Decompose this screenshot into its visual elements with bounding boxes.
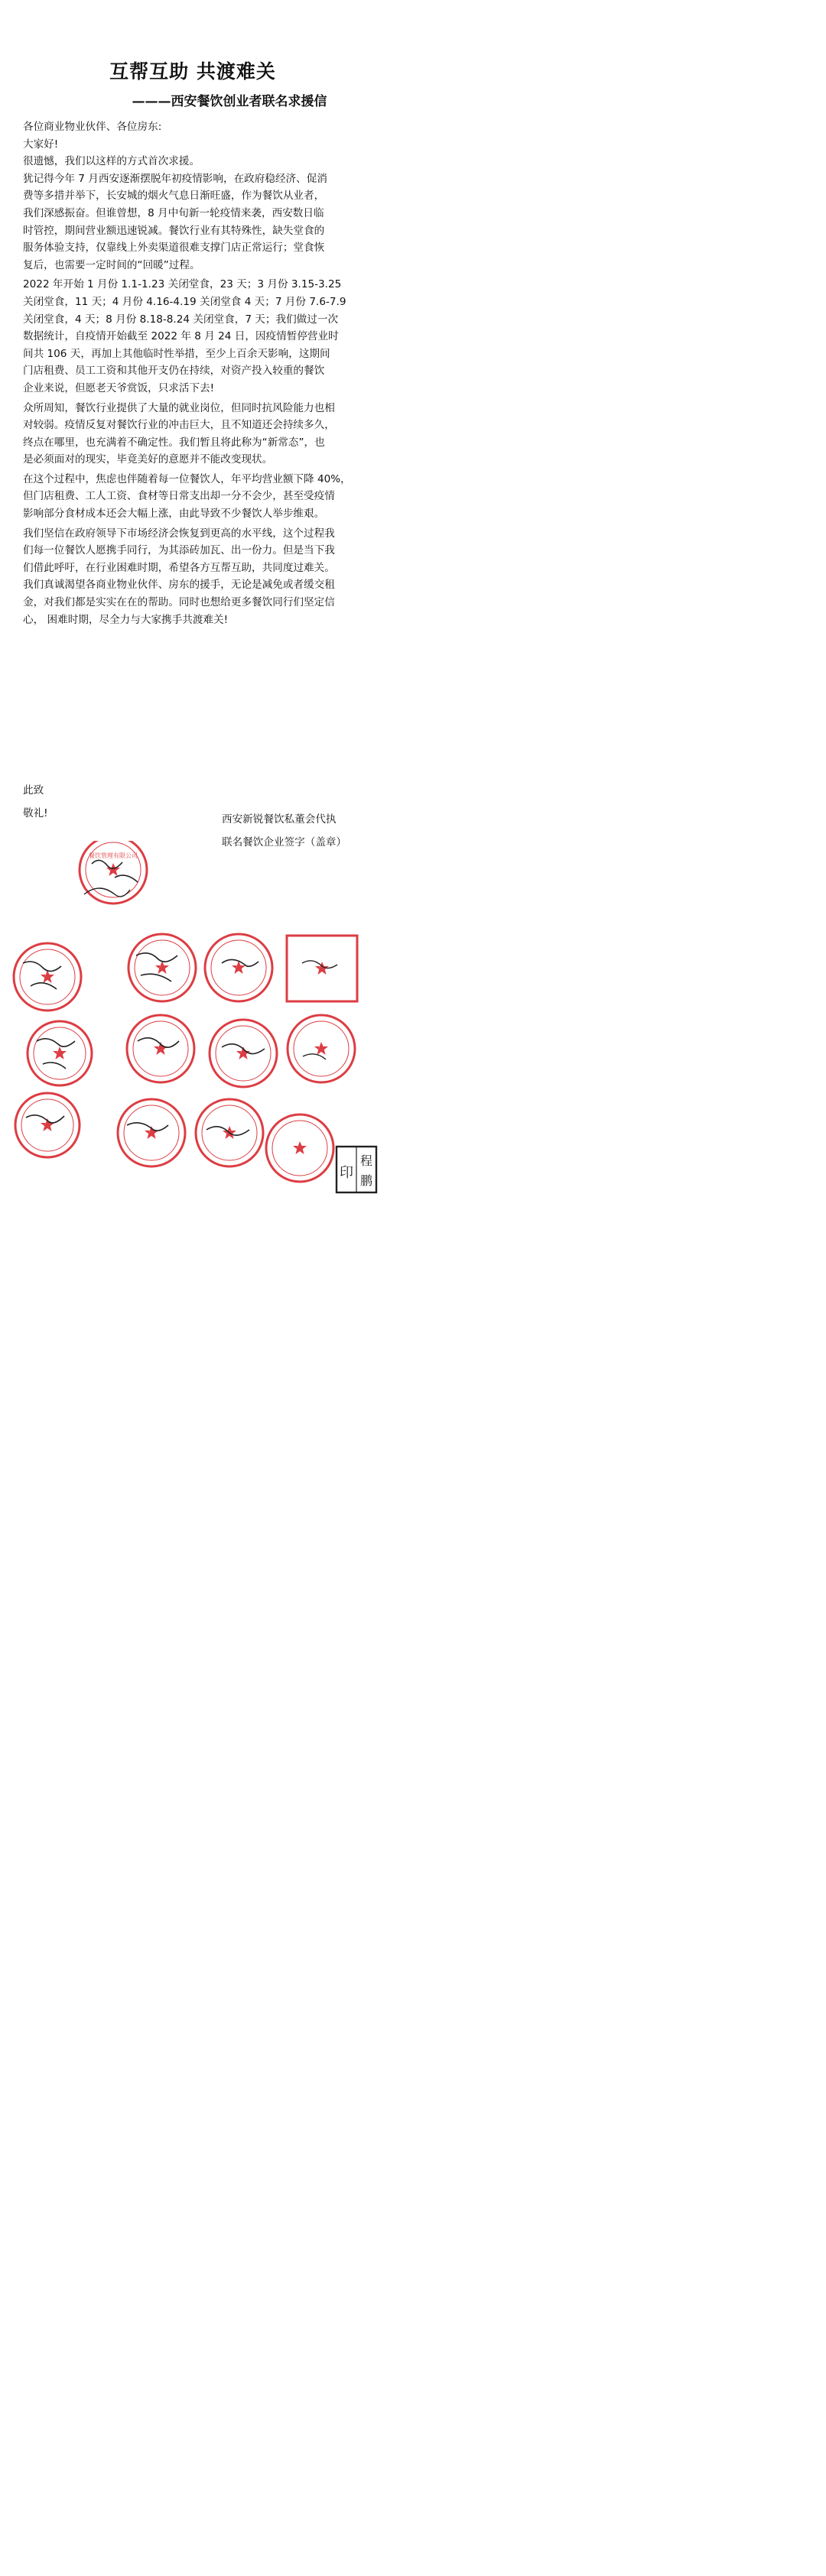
- text-line: 们借此呼吁，在行业困难时期，希望各方互帮互助，共同度过难关。: [23, 561, 335, 574]
- seal-stamp: [80, 841, 147, 904]
- seal-stamp: [210, 1020, 277, 1087]
- text-line: 2022 年开始 1 月份 1.1-1.23 关闭堂食，23 天；3 月份 3.15-3.25: [23, 278, 342, 291]
- text-line: 费等多措并举下，长安城的烟火气息日渐旺盛，作为餐饮从业者，: [23, 190, 325, 203]
- seal-stamp: [118, 1099, 185, 1166]
- text-line: 心， 困难时期，尽全力与大家携手共渡难关!: [23, 613, 229, 626]
- text-line: 终点在哪里，也充满着不确定性。我们暂且将此称为“新常态”，也: [23, 436, 325, 449]
- text-line: 各位商业物业伙伴、各位房东:: [23, 121, 162, 133]
- text-line: 企业来说，但愿老天爷赏饭，只求活下去!: [23, 381, 215, 394]
- seal-char: 印: [340, 1165, 353, 1181]
- text-line: 对较弱。疫情反复对餐饮行业的冲击巨大，且不知道还会持续多久，: [23, 419, 335, 432]
- letter-page: [0, 0, 385, 1205]
- personal-seal: [337, 1147, 376, 1192]
- text-line: 是必须面对的现实，毕竟美好的意愿并不能改变现状。: [23, 453, 273, 466]
- text-line: 但门店租费、工人工资、食材等日常支出却一分不会少，甚至受疫情: [23, 490, 335, 503]
- seal-stamp: [28, 1021, 92, 1085]
- seal-stamp: [15, 1093, 80, 1157]
- text-line: 很遗憾，我们以这样的方式首次求援。: [23, 155, 200, 168]
- seal-stamp: [127, 1015, 194, 1082]
- svg-text:餐饮管理有限公司: 餐饮管理有限公司: [89, 852, 138, 859]
- text-line: 金，对我们都是实实在在的帮助。同时也想给更多餐饮同行们坚定信: [23, 596, 335, 609]
- text-line: 服务体验支持，仅靠线上外卖渠道很难支撑门店正常运行；堂食恢: [23, 242, 325, 255]
- seal-stamp: [205, 934, 272, 1001]
- text-line: 间共 106 天，再加上其他临时性举措，至少上百余天影响，这期间: [23, 347, 330, 360]
- closing-line-1: 此致: [23, 784, 44, 796]
- text-line: 数据统计，自疫情开始截至 2022 年 8 月 24 日，因疫情暂停营业时: [23, 330, 339, 343]
- seal-char: 程: [359, 1153, 373, 1168]
- company-seals: [0, 841, 385, 1205]
- text-line: 时管控，期间营业额迅速锐减。餐饮行业有其特殊性，缺失堂食的: [23, 224, 325, 237]
- text-line: 影响部分食材成本还会大幅上涨，由此导致不少餐饮人举步维艰。: [23, 508, 325, 521]
- seal-stamp: [266, 1114, 333, 1182]
- page-subtitle: ———西安餐饮创业者联名求援信: [132, 94, 327, 109]
- text-line: 犹记得今年 7 月西安逐渐摆脱年初疫情影响，在政府稳经济、促消: [23, 172, 327, 185]
- text-line: 众所周知，餐饮行业提供了大量的就业岗位，但同时抗风险能力也相: [23, 401, 335, 414]
- seal-char: 鹏: [359, 1173, 373, 1188]
- text-line: 关闭堂食，4 天；8 月份 8.18-8.24 关闭堂食，7 天；我们做过一次: [23, 313, 339, 326]
- page-title: 互帮互助 共渡难关: [109, 60, 276, 83]
- text-line: 在这个过程中，焦虑也伴随着每一位餐饮人，年平均营业额下降 40%，: [23, 472, 351, 485]
- seal-stamp: [288, 1015, 355, 1082]
- letter-body: [23, 118, 369, 628]
- text-line: 大家好!: [23, 138, 59, 151]
- closing-line-2: 敬礼!: [23, 807, 48, 819]
- seal-stamp: [128, 934, 196, 1001]
- signer-org: 西安新锐餐饮私董会代执: [222, 813, 337, 826]
- text-line: 们每一位餐饮人愿携手同行，为其添砖加瓦、出一份力。但是当下我: [23, 544, 335, 557]
- text-line: 我们真诚渴望各商业物业伙伴、房东的援手，无论是减免或者缓交租: [23, 579, 335, 592]
- text-line: 门店租费、员工工资和其他开支仍在持续，对资产投入较重的餐饮: [23, 365, 325, 378]
- text-line: 关闭堂食，11 天；4 月份 4.16-4.19 关闭堂食 4 天；7 月份 7.6-7.9: [23, 295, 346, 308]
- seal-stamp: [14, 943, 81, 1011]
- seal-stamp: [287, 936, 357, 1001]
- text-line: 我们深感振奋。但谁曾想，8 月中旬新一轮疫情来袭，西安数日临: [23, 206, 324, 219]
- text-line: 我们坚信在政府领导下市场经济会恢复到更高的水平线，这个过程我: [23, 527, 335, 540]
- text-line: 复后，也需要一定时间的“回暖”过程。: [23, 258, 200, 271]
- signer-note: 联名餐饮企业签字（盖章）: [222, 836, 347, 848]
